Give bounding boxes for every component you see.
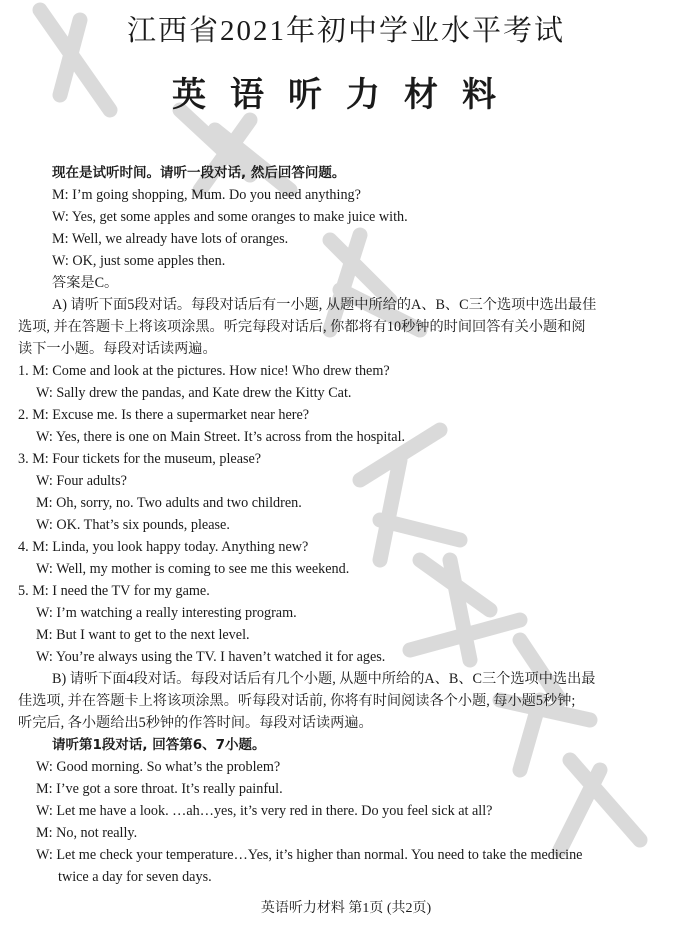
dialogue-line: W: You’re always using the TV. I haven’t watched it for ages. — [36, 649, 386, 665]
answer-note: 答案是C。 — [52, 275, 119, 291]
trial-instruction: 现在是试听时间。请听一段对话, 然后回答问题。 — [52, 165, 346, 181]
dialogue-line: M: Well, we already have lots of oranges. — [52, 231, 289, 247]
dialogue-heading: 请听第1段对话, 回答第6、7小题。 — [52, 737, 266, 753]
section-b-instruction: B) 请听下面4段对话。每段对话后有几个小题, 从题中所给的A、B、C三个选项中选出最 — [52, 671, 596, 687]
dialogue-line: W: Yes, there is one on Main Street. It’s across from the hospital. — [36, 429, 406, 445]
section-b-instruction: 佳选项, 并在答题卡上将该项涂黑。听每段对话前, 你将有时间阅读各个小题, 每小题5秒钟; — [18, 693, 576, 709]
dialogue-line: M: I’m going shopping, Mum. Do you need anything? — [52, 187, 361, 203]
dialogue-line: W: Four adults? — [36, 473, 127, 489]
dialogue-line: 3. M: Four tickets for the museum, please? — [18, 451, 262, 467]
document-title: 英语听力材料 — [172, 75, 520, 115]
section-a-instruction: 选项, 并在答题卡上将该项涂黑。听完每段对话后, 你都将有10秒钟的时间回答有关小题和阅 — [18, 319, 586, 335]
dialogue-line: 4. M: Linda, you look happy today. Anything new? — [18, 539, 309, 555]
dialogue-line: W: I’m watching a really interesting program. — [36, 605, 297, 621]
dialogue-line: W: Good morning. So what’s the problem? — [36, 759, 281, 775]
section-a-instruction: A) 请听下面5段对话。每段对话后有一小题, 从题中所给的A、B、C三个选项中选出最佳 — [52, 297, 597, 313]
dialogue-line: 1. M: Come and look at the pictures. How nice! Who drew them? — [18, 363, 390, 379]
dialogue-line: W: Sally drew the pandas, and Kate drew the Kitty Cat. — [36, 385, 352, 401]
dialogue-line: W: OK. That’s six pounds, please. — [36, 517, 230, 533]
dialogue-line: twice a day for seven days. — [58, 869, 212, 885]
dialogue-line: W: Let me check your temperature…Yes, it’s higher than normal. You need to take the medicine — [36, 847, 583, 863]
dialogue-line: W: Well, my mother is coming to see me this weekend. — [36, 561, 350, 577]
dialogue-line: W: Yes, get some apples and some oranges to make juice with. — [52, 209, 408, 225]
dialogue-line: M: No, not really. — [36, 825, 138, 841]
dialogue-line: 5. M: I need the TV for my game. — [18, 583, 210, 599]
dialogue-line: 2. M: Excuse me. Is there a supermarket near here? — [18, 407, 310, 423]
exam-title: 江西省2021年初中学业水平考试 — [126, 15, 565, 47]
dialogue-line: M: Oh, sorry, no. Two adults and two children. — [36, 495, 302, 511]
section-a-instruction: 读下一小题。每段对话读两遍。 — [18, 341, 217, 357]
dialogue-line: M: But I want to get to the next level. — [36, 627, 250, 643]
dialogue-line: W: Let me have a look. …ah…yes, it’s very red in there. Do you feel sick at all? — [36, 803, 493, 819]
section-b-instruction: 听完后, 各小题给出5秒钟的作答时间。每段对话读两遍。 — [18, 715, 373, 731]
dialogue-line: W: OK, just some apples then. — [52, 253, 226, 269]
page-footer: 英语听力材料 第1页 (共2页) — [260, 901, 432, 916]
dialogue-line: M: I’ve got a sore throat. It’s really painful. — [36, 781, 283, 797]
